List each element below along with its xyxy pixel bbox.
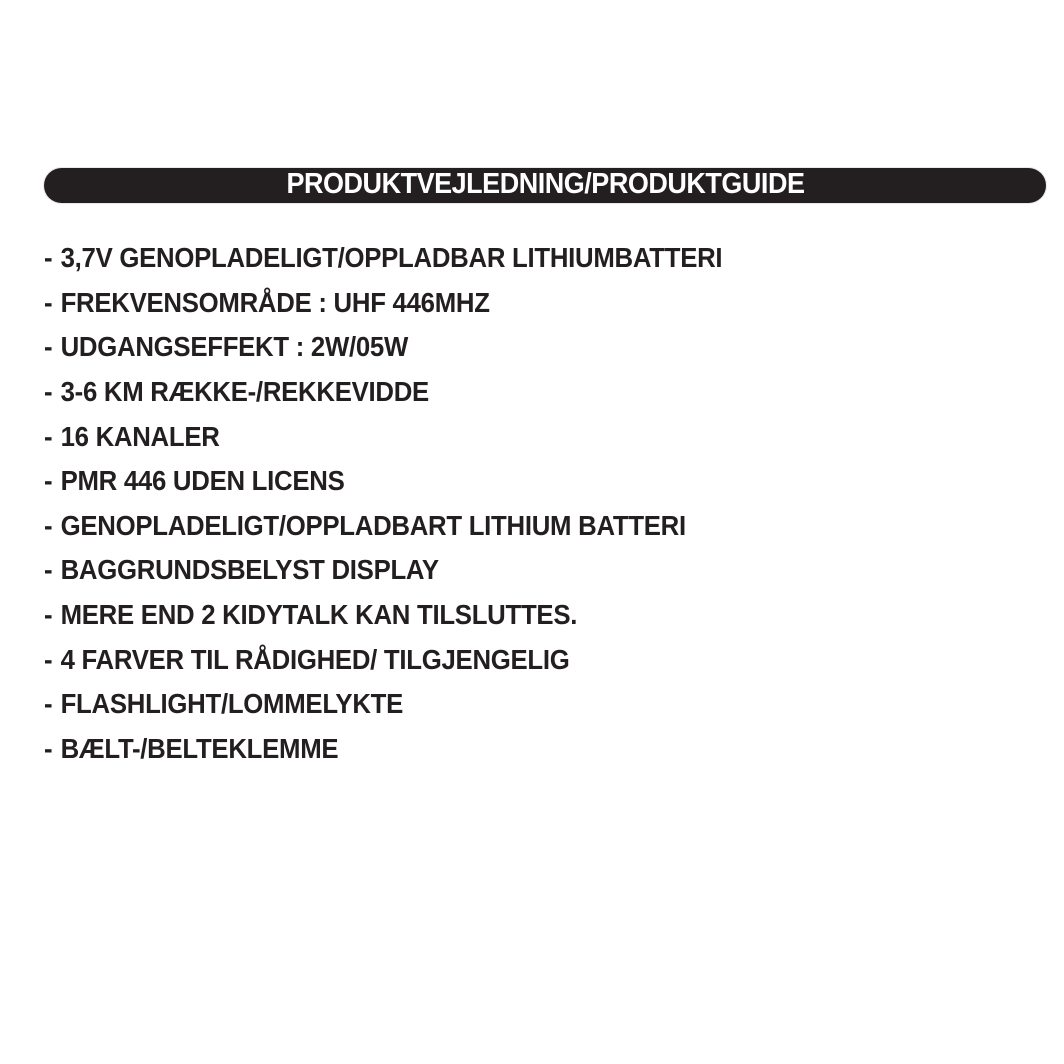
feature-text: FREKVENSOMRÅDE : UHF 446MHZ bbox=[60, 286, 490, 318]
list-item bbox=[44, 281, 722, 326]
bullet-dash: - bbox=[44, 242, 53, 274]
list-item bbox=[44, 548, 722, 593]
feature-list bbox=[44, 236, 781, 771]
bullet-dash: - bbox=[44, 643, 53, 675]
feature-text: BÆLT-/BELTEKLEMME bbox=[60, 732, 339, 764]
list-item bbox=[44, 414, 722, 459]
list-item bbox=[44, 637, 722, 682]
title-bar bbox=[44, 168, 1046, 203]
feature-text: 4 FARVER TIL RÅDIGHED/ TILGJENGELIG bbox=[60, 643, 570, 675]
feature-text: PMR 446 UDEN LICENS bbox=[60, 465, 345, 497]
bullet-dash: - bbox=[44, 465, 53, 497]
feature-text: GENOPLADELIGT/OPPLADBART LITHIUM BATTERI bbox=[60, 509, 686, 541]
bullet-dash: - bbox=[44, 599, 53, 631]
feature-text: 16 KANALER bbox=[60, 420, 220, 452]
list-item bbox=[44, 370, 722, 415]
list-item bbox=[44, 236, 722, 281]
bullet-dash: - bbox=[44, 509, 53, 541]
feature-text: 3-6 KM RÆKKE-/REKKEVIDDE bbox=[60, 376, 429, 408]
list-item bbox=[44, 459, 722, 504]
list-item bbox=[44, 682, 722, 727]
bullet-dash: - bbox=[44, 688, 53, 720]
bullet-dash: - bbox=[44, 376, 53, 408]
bullet-dash: - bbox=[44, 420, 53, 452]
feature-text: UDGANGSEFFEKT : 2W/05W bbox=[60, 331, 409, 363]
feature-text: 3,7V GENOPLADELIGT/OPPLADBAR LITHIUMBATTERI bbox=[60, 242, 723, 274]
page-title: PRODUKTVEJLEDNING/PRODUKTGUIDE bbox=[285, 168, 805, 200]
bullet-dash: - bbox=[44, 554, 53, 586]
list-item bbox=[44, 593, 722, 638]
bullet-dash: - bbox=[44, 732, 53, 764]
bullet-dash: - bbox=[44, 331, 53, 363]
list-item bbox=[44, 727, 722, 772]
feature-text: MERE END 2 KIDYTALK KAN TILSLUTTES. bbox=[60, 599, 578, 631]
list-item bbox=[44, 325, 722, 370]
bullet-dash: - bbox=[44, 286, 53, 318]
feature-text: FLASHLIGHT/LOMMELYKTE bbox=[60, 688, 404, 720]
feature-text: BAGGRUNDSBELYST DISPLAY bbox=[60, 554, 439, 586]
list-item bbox=[44, 504, 722, 549]
